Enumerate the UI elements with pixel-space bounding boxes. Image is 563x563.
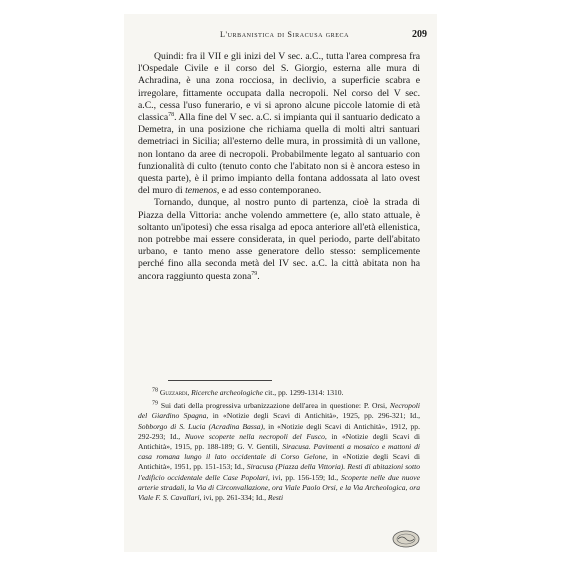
paragraph-1: Quindi: fra il VII e gli inizi del V sec. a.C., tutta l'area compresa fra l'Ospedale Civile e il corso del S. Giorgio, esterna alle mura di Achradina, è una zona rocciosa, in declivio, a superficie scabra e irregolare, fittamente occupata dalla necropoli. Nel corso del V sec. a.C., cessa l'uso funerario, e vi si aprono alcune piccole latomie di età classica$^{78}$. Alla fine del V sec. a.C. si impianta qui il santuario dedicato a Demetra, in una posizione che richiama quella di molti altri santuari demetriaci in Sicilia; all'esterno delle mura, in prossimità di un vallone, non lontano da aree di necropoli. Probabilmente legato al santuario con funzionalità di culto (tenuto conto che l'abitato non si è ancora esteso in questa parte), è il primo impianto della fontana addossata al lato ovest del muro di temenos, e ad esso contemporaneo. (138, 51, 420, 197)
main-text (138, 51, 420, 283)
page-number: 209 (412, 29, 427, 40)
page-header (138, 30, 431, 44)
footnotes (138, 388, 420, 506)
book-page (124, 14, 437, 552)
note-ref-78: 78 (168, 111, 175, 118)
footnote-rule (168, 380, 272, 381)
note-ref-79: 79 (251, 270, 258, 277)
running-title: L'urbanistica di Siracusa greca (219, 30, 350, 39)
footnote-79: $^{79}$ Sui dati della progressiva urbanizzazione dell'area in questione: P. Orsi, Necropoli del Giardino Spagna, in «Notizie degli Scavi di Antichità», 1925, pp. 296-321; Id., Sobborgo di S. Lucia (Acradina Bassa), in «Notizie degli Scavi di Antichità», 1912, pp. 292-293; Id., Nuove scoperte nella necropoli del Fusco, in «Notizie degli Scavi di Antichità», 1915, pp. 188-189; G. V. Gentili, Siracusa. Pavimenti a mosaico e mattoni di casa romana lungo il lato occidentale di Corso Gelone, in «Notizie degli Scavi di Antichità», 1951, pp. 151-153; Id., Siracusa (Piazza della Vittoria). Resti di abitazioni sotto l'edificio occidentale delle Case Popolari, ivi, pp. 156-159; Id., Scoperte nelle due nuove arterie stradali, la Via di Circonvallazione, ora Viale Paolo Orsi, e la Via Archeologica, ora Viale F. S. Cavallari, ivi, pp. 261-334; Id., Resti (138, 400, 421, 503)
footnote-78: $^{78}$ Guzzardi, Ricerche archeologiche cit., pp. 1299-1314: 1310. (152, 387, 344, 397)
library-stamp-icon (392, 530, 420, 548)
paragraph-2: Tornando, dunque, al nostro punto di partenza, cioè la strada di Piazza della Vittoria: anche volendo ammettere (e, allo stato attuale, è soltanto un'ipotesi) che essa risalga ad epoca anteriore all'età ellenistica, non potrebbe mai essere considerata, in quel periodo, parte dell'abitato urbano, e tanto meno asse generatore dello stesso: semplicemente perché fino alla seconda metà del IV sec. a.C. la città abitata non ha ancora raggiunto questa zona$^{79}$. (138, 197, 420, 282)
